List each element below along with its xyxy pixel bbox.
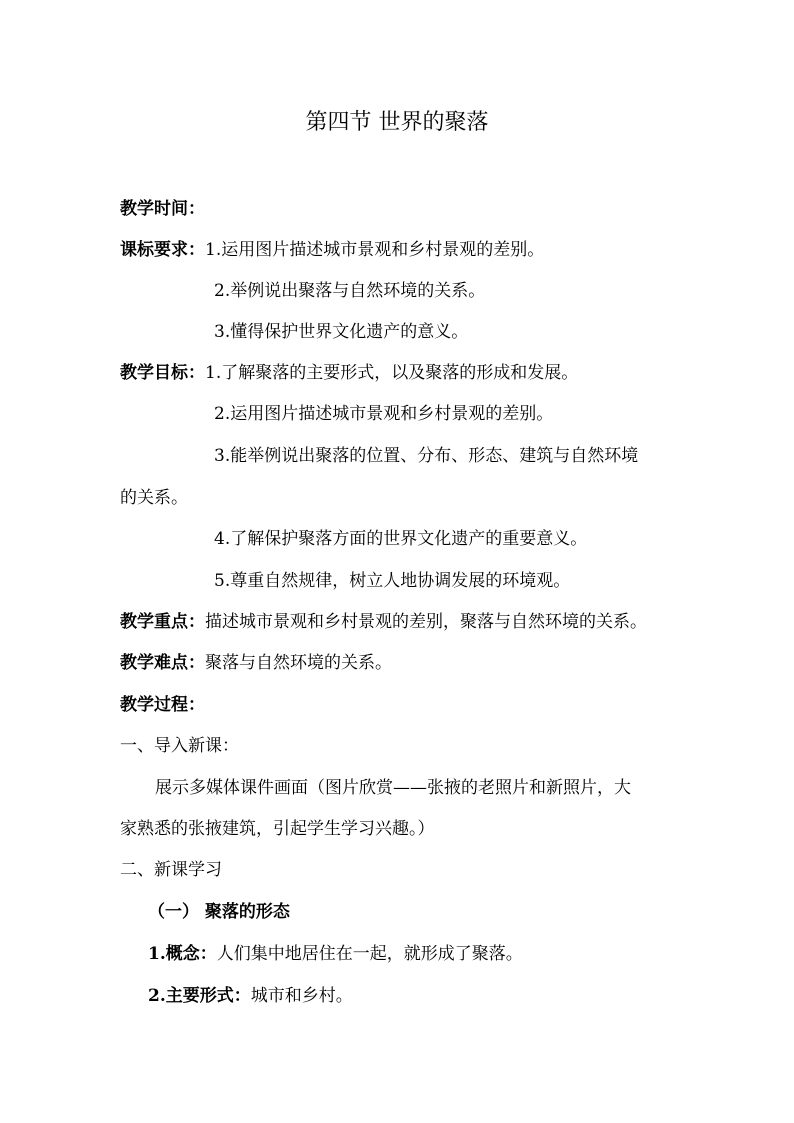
intro-paragraph-line-1: 展示多媒体课件画面（图片欣赏——张掖的老照片和新照片，大 [155, 778, 631, 798]
curriculum-item-2: 2.举例说出聚落与自然环境的关系。 [214, 281, 486, 301]
objective-item-2: 2.运用图片描述城市景观和乡村景观的差别。 [214, 404, 554, 424]
concept-text: 人们集中地居住在一起，就形成了聚落。 [216, 944, 523, 964]
key-points-label: 教学重点： [120, 612, 205, 632]
teaching-time-row [120, 196, 680, 222]
objective-item-4: 4.了解保护聚落方面的世界文化遗产的重要意义。 [214, 529, 588, 549]
forms-text: 城市和乡村。 [250, 986, 353, 1006]
difficulties-label: 教学难点： [120, 653, 205, 673]
objective-item-3-continued: 的关系。 [120, 488, 188, 508]
objective-item-1: 1.了解聚落的主要形式，以及聚落的形成和发展。 [205, 363, 579, 383]
process-label: 教学过程： [120, 695, 205, 715]
concept-row [148, 941, 684, 967]
process-row [120, 692, 680, 718]
key-points-row [120, 609, 680, 635]
teaching-time-label: 教学时间： [120, 199, 205, 219]
objectives-label: 教学目标： [120, 363, 205, 383]
concept-label: 1.概念： [148, 944, 217, 964]
curriculum-item-3: 3.懂得保护世界文化遗产的意义。 [214, 322, 469, 342]
intro-heading: 一、导入新课： [120, 736, 239, 756]
difficulties-text: 聚落与自然环境的关系。 [205, 653, 392, 673]
objective-item-3: 3.能举例说出聚落的位置、分布、形态、建筑与自然环境 [214, 446, 639, 466]
key-points-text: 描述城市景观和乡村景观的差别，聚落与自然环境的关系。 [205, 612, 647, 632]
page-title: 第四节 世界的聚落 [305, 110, 489, 135]
curriculum-item-1: 1.运用图片描述城市景观和乡村景观的差别。 [205, 240, 545, 260]
curriculum-label: 课标要求： [120, 240, 205, 260]
forms-label: 2.主要形式： [148, 986, 251, 1006]
forms-row [148, 983, 684, 1009]
intro-paragraph-line-2: 家熟悉的张掖建筑，引起学生学习兴趣。） [120, 819, 435, 839]
section-heading: （一） 聚落的形态 [148, 902, 290, 922]
curriculum-row [120, 237, 680, 263]
objectives-row [120, 360, 680, 386]
difficulties-row [120, 650, 680, 676]
objective-item-5: 5.尊重自然规律，树立人地协调发展的环境观。 [214, 571, 571, 591]
new-lesson-heading: 二、新课学习 [120, 860, 222, 880]
